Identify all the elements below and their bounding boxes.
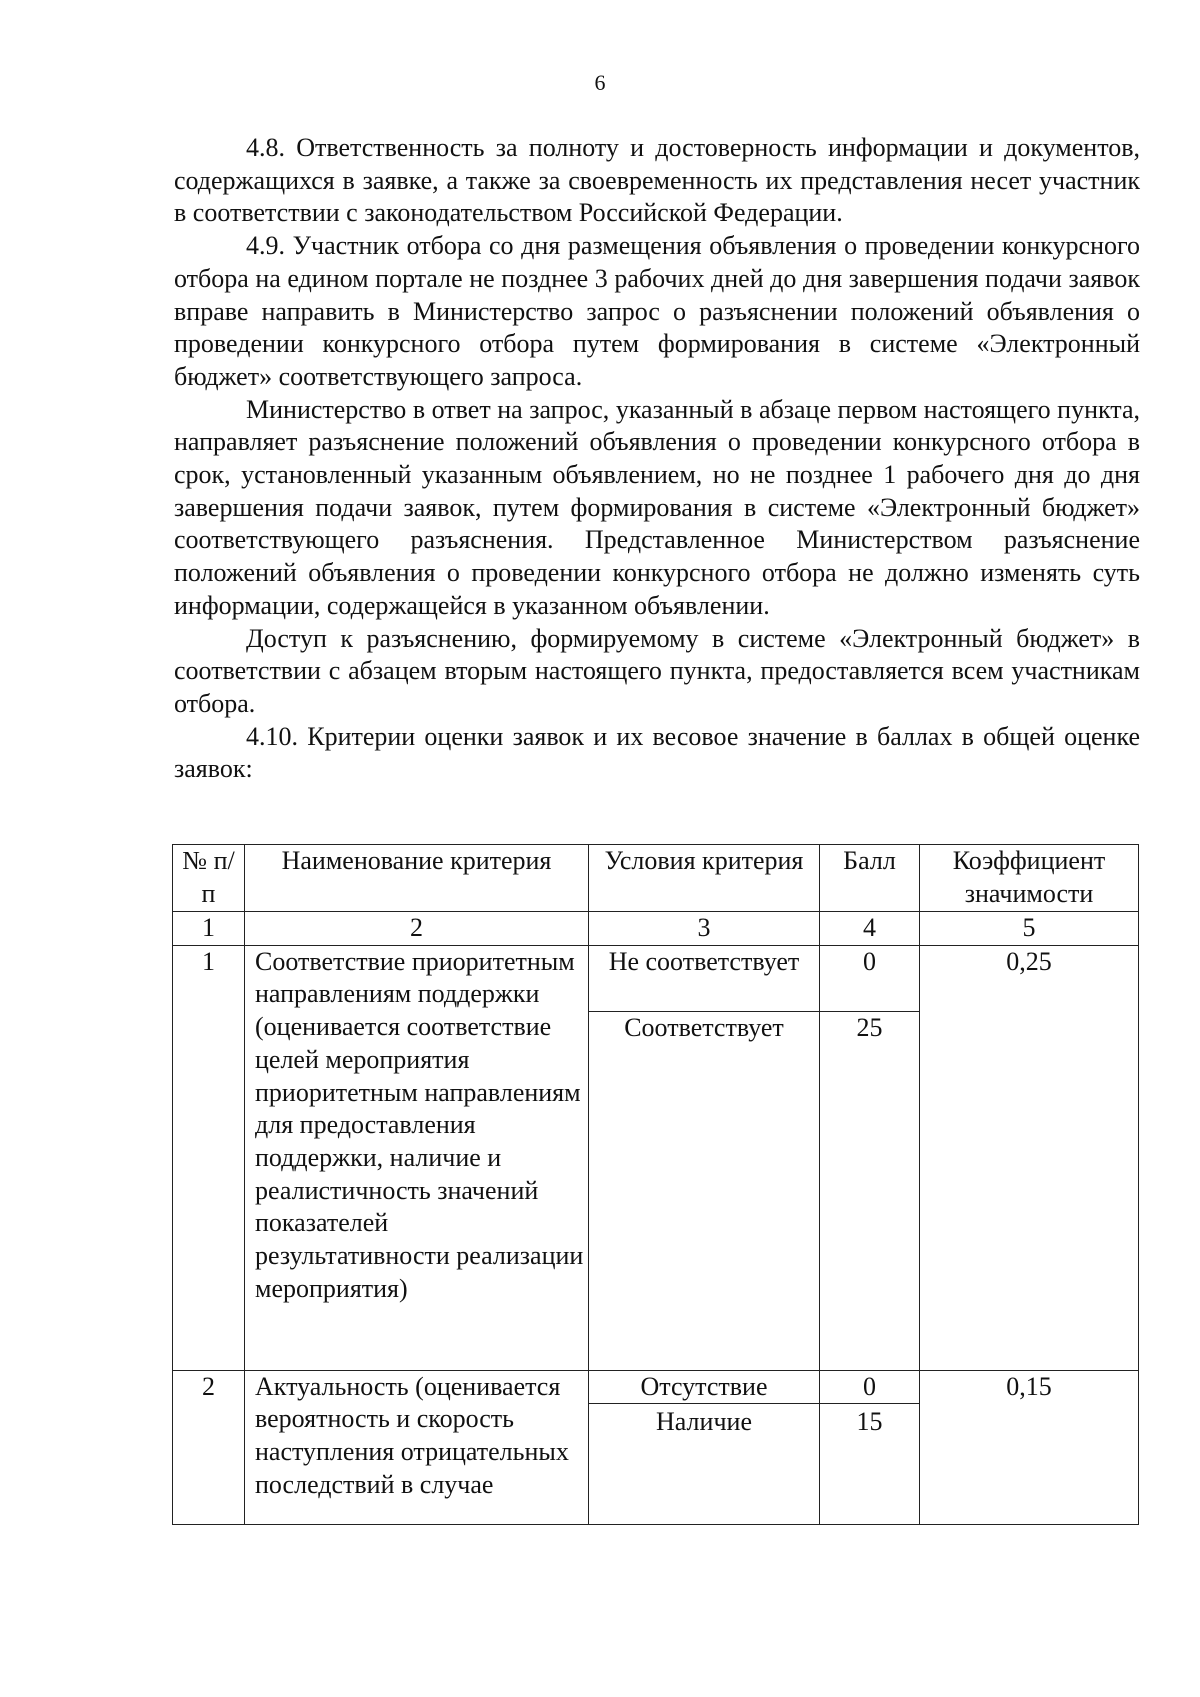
criterion-name: Актуальность (оценивается вероятность и скорость наступления отрицательных последствий в случае xyxy=(245,1370,589,1525)
table-row xyxy=(173,945,1139,1011)
criterion-name: Соответствие приоритетным направлениям поддержки (оценивается соответствие целей мероприятия приоритетным направлениям для предоставления поддержки, наличие и реалистичность значений показателей результативности реализации мероприятия) xyxy=(245,945,589,1370)
index-cell: 3 xyxy=(589,912,820,946)
table-index-row xyxy=(173,912,1139,946)
header-conditions: Условия критерия xyxy=(589,845,820,912)
paragraph-4-8: 4.8. Ответственность за полноту и достоверность информации и документов, содержащихся в заявке, а также за своевременность их представления несет участник в соответствии с законодательством Российской Федерации. xyxy=(174,133,1140,228)
criterion-coefficient: 0,25 xyxy=(920,945,1139,1370)
index-cell: 2 xyxy=(245,912,589,946)
header-number: № п/п xyxy=(173,845,245,912)
criteria-table xyxy=(172,844,1139,1525)
condition-score: 0 xyxy=(820,1370,920,1404)
index-cell: 1 xyxy=(173,912,245,946)
header-score: Балл xyxy=(820,845,920,912)
condition-score: 25 xyxy=(820,1011,920,1370)
table-header-row xyxy=(173,845,1139,912)
condition-label: Не соответствует xyxy=(589,945,820,1011)
paragraph-ministry-response: Министерство в ответ на запрос, указанный в абзаце первом настоящего пункта, направляет разъяснение положений объявления о проведении конкурсного отбора в срок, установленный указанным объявлением, но не позднее 1 рабочего дня до дня завершения подачи заявок, путем формирования в системе «Электронный бюджет» соответствующего разъяснения. Представленное Министерством разъяснение положений объявления о проведении конкурсного отбора не должно изменять суть информации, содержащейся в указанном объявлении. xyxy=(174,394,1140,620)
page-number: 6 xyxy=(594,70,606,95)
document-body xyxy=(174,132,1140,786)
condition-score: 0 xyxy=(820,945,920,1011)
condition-score: 15 xyxy=(820,1404,920,1525)
paragraph-4-10: 4.10. Критерии оценки заявок и их весовое значение в баллах в общей оценке заявок: xyxy=(174,721,1140,784)
criterion-coefficient: 0,15 xyxy=(920,1370,1139,1525)
header-criterion-name: Наименование критерия xyxy=(245,845,589,912)
index-cell: 4 xyxy=(820,912,920,946)
table-row xyxy=(173,1370,1139,1404)
condition-label: Наличие xyxy=(589,1404,820,1525)
paragraph-4-9: 4.9. Участник отбора со дня размещения объявления о проведении конкурсного отбора на едином портале не позднее 3 рабочих дней до дня завершения подачи заявок вправе направить в Министерство запрос о разъяснении положений объявления о проведении конкурсного отбора путем формирования в системе «Электронный бюджет» соответствующего запроса. xyxy=(174,231,1140,391)
header-coefficient: Коэффициент значимости xyxy=(920,845,1139,912)
paragraph-access: Доступ к разъяснению, формируемому в системе «Электронный бюджет» в соответствии с абзацем вторым настоящего пункта, предоставляется всем участникам отбора. xyxy=(174,623,1140,718)
index-cell: 5 xyxy=(920,912,1139,946)
condition-label: Отсутствие xyxy=(589,1370,820,1404)
criterion-number: 1 xyxy=(173,945,245,1370)
criterion-number: 2 xyxy=(173,1370,245,1525)
condition-label: Соответствует xyxy=(589,1011,820,1370)
